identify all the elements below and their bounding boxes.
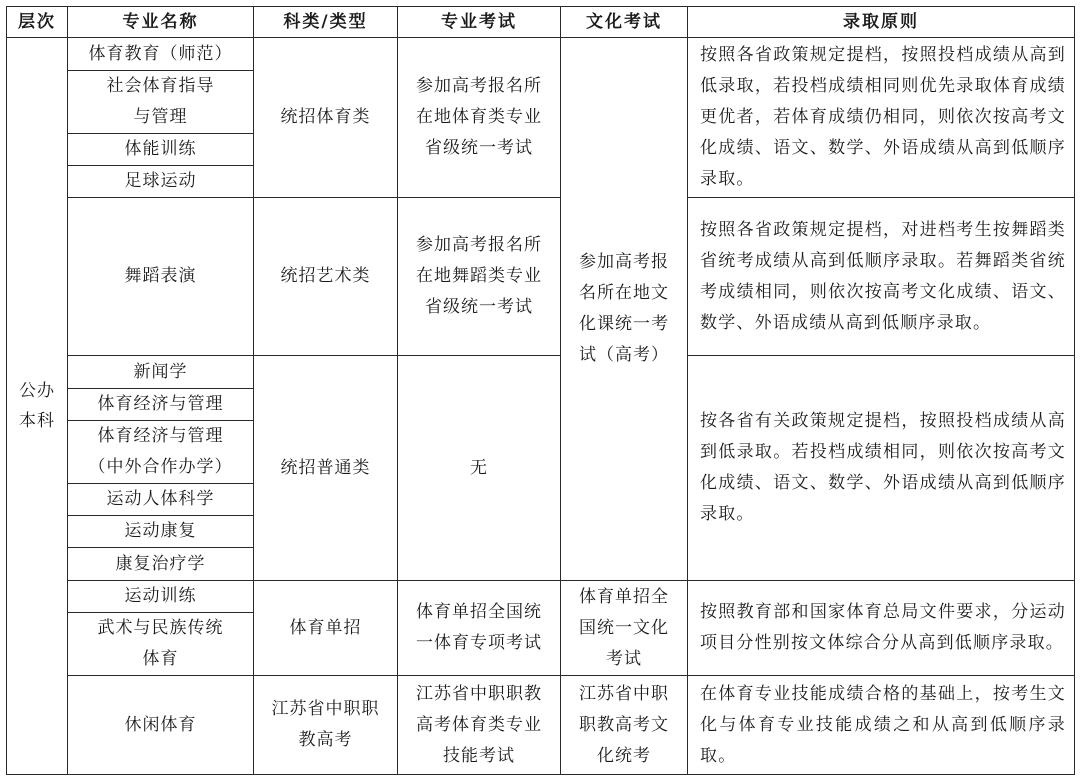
header-category: 科类/类型: [254, 7, 398, 38]
professional-exam-cell: 无: [398, 356, 561, 581]
major-cell: 体育教育（师范）: [68, 38, 254, 71]
major-cell: 体能训练: [68, 134, 254, 166]
table-row: [7, 676, 1075, 775]
category-cell: 体育单招: [254, 581, 398, 676]
professional-exam-cell: 体育单招全国统 一体育专项考试: [398, 581, 561, 676]
table-row: [7, 198, 1075, 356]
admission-rule-cell: 按照各省政策规定提档，对进档考生按舞蹈类省统考成绩从高到低顺序录取。若舞蹈类省统考成绩相同，则依次按高考文化成绩、语文、数学、外语成绩从高到低顺序录取。: [688, 198, 1075, 356]
admission-rule-cell: 在体育专业技能成绩合格的基础上，按考生文化与体育专业技能成绩之和从高到低顺序录取。: [688, 676, 1075, 775]
cultural-exam-cell: 江苏省中职 职教高考文 化统考: [561, 676, 688, 775]
table-row: [7, 38, 1075, 71]
major-cell: 武术与民族传统 体育: [68, 613, 254, 676]
cultural-exam-cell: 体育单招全 国统一文化 考试: [561, 581, 688, 676]
major-cell: 体育经济与管理: [68, 389, 254, 421]
admission-rule-cell: 按照各省政策规定提档，按照投档成绩从高到低录取，若投档成绩相同则优先录取体育成绩更优者，若体育成绩仍相同，则依次按高考文化成绩、语文、数学、外语成绩从高到低顺序录取。: [688, 38, 1075, 198]
major-cell: 运动康复: [68, 516, 254, 548]
header-cultural-exam: 文化考试: [561, 7, 688, 38]
header-level: 层次: [7, 7, 68, 38]
major-cell: 康复治疗学: [68, 548, 254, 581]
header-row: [7, 7, 1075, 38]
major-cell: 体育经济与管理 （中外合作办学）: [68, 421, 254, 484]
professional-exam-cell: 参加高考报名所 在地舞蹈类专业 省级统一考试: [398, 198, 561, 356]
category-cell: 江苏省中职职 教高考: [254, 676, 398, 775]
admission-rule-cell: 按各省有关政策规定提档，按照投档成绩从高到低录取。若投档成绩相同，则依次按高考文化成绩、语文、数学、外语成绩从高到低顺序录取。: [688, 356, 1075, 581]
professional-exam-cell: 参加高考报名所 在地体育类专业 省级统一考试: [398, 38, 561, 198]
major-cell: 运动人体科学: [68, 484, 254, 516]
major-cell: 足球运动: [68, 166, 254, 198]
header-professional-exam: 专业考试: [398, 7, 561, 38]
header-admission-rule: 录取原则: [688, 7, 1075, 38]
professional-exam-cell: 江苏省中职职教 高考体育类专业 技能考试: [398, 676, 561, 775]
admission-rule-cell: 按照教育部和国家体育总局文件要求，分运动项目分性别按文体综合分从高到低顺序录取。: [688, 581, 1075, 676]
table-row: [7, 356, 1075, 389]
level-cell: 公办 本科: [7, 38, 68, 775]
admission-table: [6, 6, 1075, 775]
major-cell: 运动训练: [68, 581, 254, 613]
cultural-exam-cell: 参加高考报 名所在地文 化课统一考 试（高考）: [561, 38, 688, 581]
header-major: 专业名称: [68, 7, 254, 38]
major-cell: 新闻学: [68, 356, 254, 389]
major-cell: 休闲体育: [68, 676, 254, 775]
category-cell: 统招艺术类: [254, 198, 398, 356]
category-cell: 统招普通类: [254, 356, 398, 581]
major-cell: 社会体育指导 与管理: [68, 71, 254, 134]
category-cell: 统招体育类: [254, 38, 398, 198]
table-row: [7, 581, 1075, 613]
major-cell: 舞蹈表演: [68, 198, 254, 356]
